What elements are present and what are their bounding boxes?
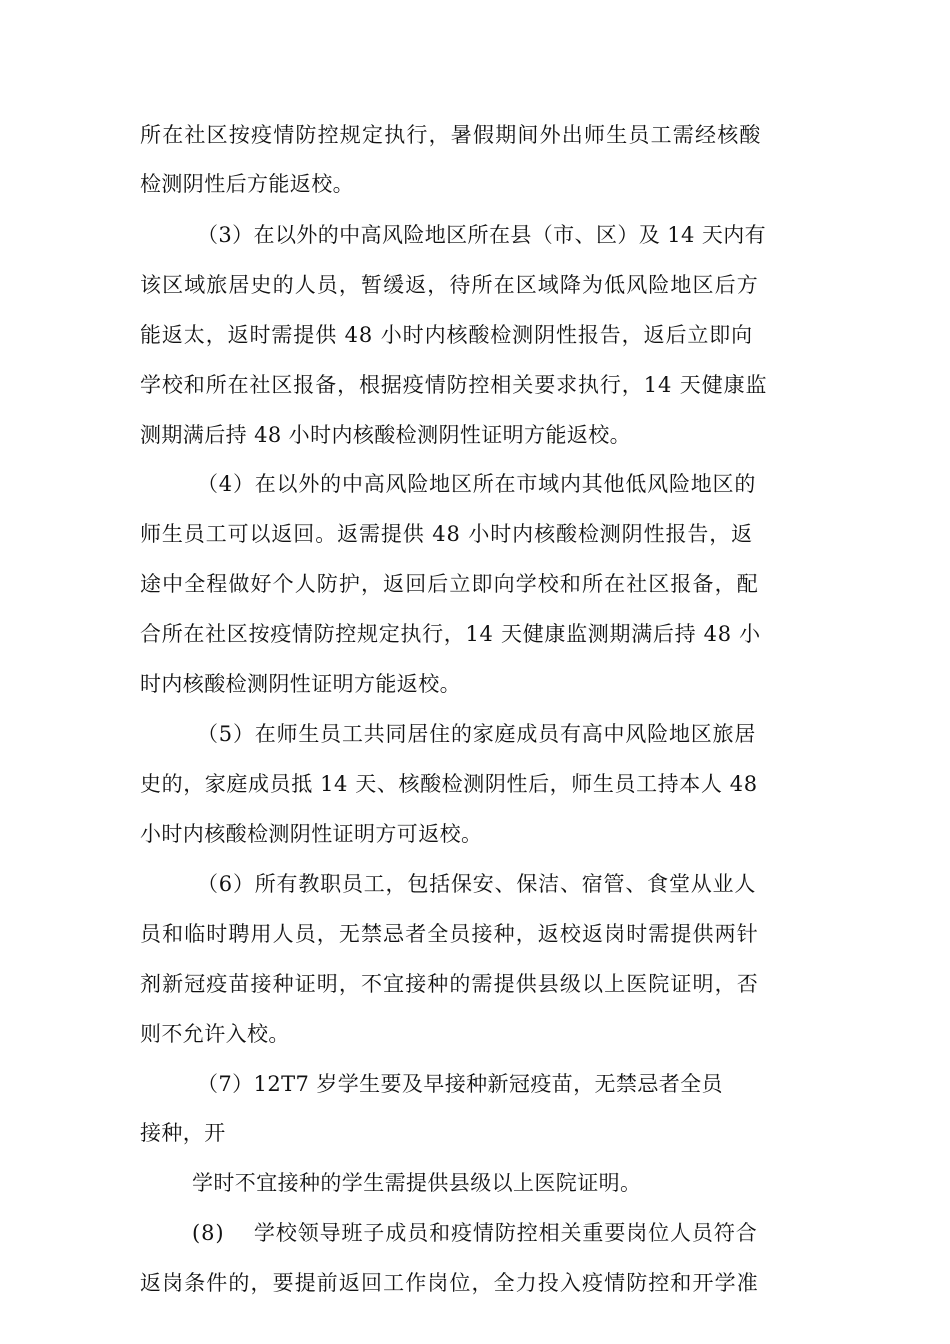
text-line-12: 时内核酸检测阴性证明方能返校。 bbox=[140, 672, 461, 696]
text-line-14: 史的，家庭成员抵 14 天、核酸检测阴性后，师生员工持本人 48 bbox=[140, 772, 758, 796]
text-line-2: 检测阴性后方能返校。 bbox=[140, 172, 354, 196]
text-line-21: 接种，开 bbox=[140, 1121, 226, 1145]
text-line-7: 测期满后持 48 小时内核酸检测阴性证明方能返校。 bbox=[140, 423, 632, 447]
text-line-9: 师生员工可以返回。返需提供 48 小时内核酸检测阴性报告，返 bbox=[140, 522, 754, 546]
text-line-10: 途中全程做好个人防护，返回后立即向学校和所在社区报备，配 bbox=[140, 572, 759, 596]
text-line-20: （7）12T7 岁学生要及早接种新冠疫苗，无禁忌者全员 bbox=[197, 1072, 723, 1096]
text-line-17: 员和临时聘用人员，无禁忌者全员接种，返校返岗时需提供两针 bbox=[140, 922, 759, 946]
text-line-18: 剂新冠疫苗接种证明，不宜接种的需提供县级以上医院证明，否 bbox=[140, 972, 759, 996]
text-line-19: 则不允许入校。 bbox=[140, 1022, 290, 1046]
text-line-22: 学时不宜接种的学生需提供县级以上医院证明。 bbox=[192, 1171, 642, 1195]
text-line-13: （5）在师生员工共同居住的家庭成员有高中风险地区旅居 bbox=[197, 722, 757, 746]
text-line-11: 合所在社区按疫情防控规定执行，14 天健康监测期满后持 48 小 bbox=[140, 622, 761, 646]
text-line-5: 能返太，返时需提供 48 小时内核酸检测阴性报告，返后立即向 bbox=[140, 323, 754, 347]
text-line-4: 该区域旅居史的人员，暂缓返，待所在区域降为低风险地区后方 bbox=[140, 273, 759, 297]
text-line-15: 小时内核酸检测阴性证明方可返校。 bbox=[140, 822, 483, 846]
text-line-24: 返岗条件的，要提前返回工作岗位，全力投入疫情防控和开学准 bbox=[140, 1271, 759, 1295]
text-line-3: （3）在以外的中高风险地区所在县（市、区）及 14 天内有 bbox=[197, 223, 767, 247]
text-line-16: （6）所有教职员工，包括保安、保洁、宿管、食堂从业人 bbox=[197, 872, 757, 896]
text-line-1: 所在社区按疫情防控规定执行，暑假期间外出师生员工需经核酸 bbox=[140, 123, 762, 147]
text-line-6: 学校和所在社区报备，根据疫情防控相关要求执行，14 天健康监 bbox=[140, 373, 768, 397]
text-line-23: (8) 学校领导班子成员和疫情防控相关重要岗位人员符合 bbox=[192, 1221, 758, 1245]
text-line-8: （4）在以外的中高风险地区所在市域内其他低风险地区的 bbox=[197, 472, 757, 496]
